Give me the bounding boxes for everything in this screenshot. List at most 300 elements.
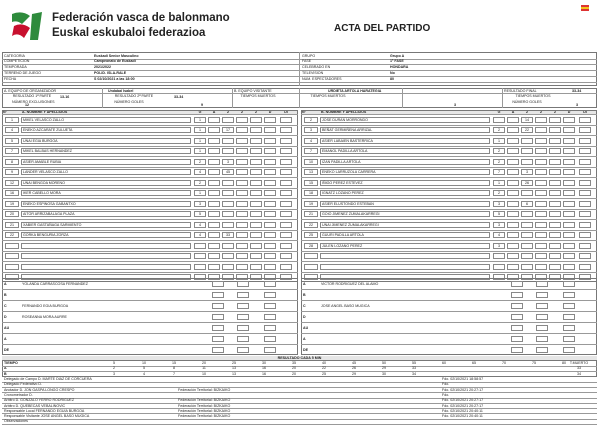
official-stat-cell — [237, 281, 249, 287]
rule-line — [2, 230, 298, 231]
rule-line — [2, 125, 298, 126]
col-number: Nº — [302, 110, 306, 114]
stat-cell — [535, 117, 547, 123]
stat-cell — [280, 243, 292, 249]
footer-signed: Fdo. 02/10/2021 20:40:11 — [442, 414, 483, 419]
stat-cell — [208, 190, 220, 196]
player-name: UNAI EGIA BURGOA — [23, 138, 58, 143]
player-stat: 45 — [226, 170, 230, 174]
player-goals: 1 — [199, 138, 201, 143]
player-goals: 1 — [498, 180, 500, 185]
stat-cell — [264, 180, 276, 186]
stat-cell — [250, 222, 262, 228]
rule-line — [502, 88, 503, 108]
player-number: 19 — [10, 201, 14, 206]
score-row-label: A — [4, 366, 7, 370]
final-score: 33-34 — [572, 88, 582, 93]
official-stat-cell — [563, 281, 575, 287]
player-number: 18 — [309, 191, 313, 195]
official-stat-cell — [212, 336, 224, 342]
player-number: 4 — [310, 138, 312, 143]
rule-line — [2, 300, 298, 301]
official-stat-cell — [237, 347, 249, 353]
col-head: G — [198, 110, 202, 114]
stat-cell — [563, 159, 575, 165]
stat-cell — [264, 211, 276, 217]
stat-cell — [549, 232, 561, 238]
footer-label: Arbitro D. GONZALO YERRO RODRIGUEZ — [4, 398, 75, 403]
player-goals: 3 — [498, 222, 500, 227]
stat-cell — [507, 232, 519, 238]
rule-line — [301, 188, 597, 189]
stat-cell — [280, 232, 292, 238]
official-stat-cell — [212, 325, 224, 331]
footer-signed: Fdo. 02/10/2021 20:27:17 — [442, 403, 484, 408]
stat-cell — [208, 127, 220, 133]
player-number: 13 — [309, 170, 313, 174]
footer-federation — [178, 382, 338, 386]
federation-logo-icon — [8, 10, 46, 42]
stat-cell — [208, 253, 220, 259]
player-name: JULEN LOZANO PEREZ — [322, 243, 363, 248]
stat-cell — [521, 211, 533, 217]
score-cell: 25 — [232, 360, 236, 365]
stat-cell — [535, 222, 547, 228]
footer-signed: Fdo. 02/10/2021 20:27:17 — [442, 398, 484, 403]
official-name: VICTOR RODRIGUEZ DEL ALAMO — [321, 281, 379, 286]
score-cell: 5 — [143, 366, 145, 370]
rule-line — [2, 240, 298, 241]
score-cell: 10 — [142, 360, 146, 365]
stat-cell — [549, 201, 561, 207]
stat-cell — [280, 117, 292, 123]
score-cell — [430, 372, 458, 376]
team-a-header-label: A. EQUIPO DE ORGANIZADOR — [4, 89, 57, 93]
footer-signed — [442, 419, 592, 423]
stat-cell — [563, 138, 575, 144]
stat-cell — [507, 190, 519, 196]
score-cell: 35 — [292, 360, 296, 365]
stat-cell — [549, 180, 561, 186]
name-cell — [21, 253, 191, 259]
player-number: 12 — [10, 180, 14, 185]
match-info-label: GRUPO — [302, 53, 316, 58]
stat-cell — [579, 169, 591, 175]
stat-cell — [236, 138, 248, 144]
official-stat-cell — [563, 325, 575, 331]
official-stat-cell — [264, 281, 276, 287]
match-info-value: POLID. ISLA-RALE — [94, 70, 127, 75]
page-header — [0, 0, 600, 50]
official-role: C — [4, 303, 7, 308]
footer-signed: Fdo. — [442, 382, 450, 387]
score-cell: 25 — [322, 371, 326, 376]
official-stat-cell — [237, 314, 249, 320]
rule-line — [2, 272, 298, 273]
col-head: A — [212, 110, 216, 114]
official-stat-cell — [511, 336, 523, 342]
rule-line — [301, 209, 597, 210]
official-stat-cell — [212, 314, 224, 320]
official-stat-cell — [237, 292, 249, 298]
player-number: 15 — [309, 180, 313, 185]
rule-line — [301, 289, 597, 290]
stat-cell — [250, 190, 262, 196]
score-cell: 33 — [412, 366, 416, 370]
match-info-label: CATEGORIA — [4, 53, 25, 58]
player-stat: 6 — [526, 201, 528, 206]
score-title: RESULTADO CADA 5 MIN — [277, 356, 322, 360]
player-goals: 3 — [498, 243, 500, 248]
player-name: EMANOL PADILLA ARTOLA — [322, 149, 368, 153]
footer-label: Delegado Federativo D. — [4, 382, 42, 387]
stat-cell — [535, 264, 547, 270]
stat-cell — [579, 180, 591, 186]
stat-cell — [549, 169, 561, 175]
player-name: IZAN PADILLA ARTOLA — [322, 159, 361, 164]
official-stat-cell — [536, 325, 548, 331]
player-stat: 3 — [526, 170, 528, 174]
stat-cell — [280, 222, 292, 228]
stat-cell — [563, 169, 575, 175]
player-number: 4 — [11, 128, 13, 132]
timeout-label: TIEMPOS MUERTOS — [310, 94, 346, 98]
player-goals — [493, 118, 505, 122]
stat-cell — [549, 138, 561, 144]
stat-cell — [264, 201, 276, 207]
stat-cell — [222, 190, 234, 196]
player-goals: 4 — [199, 170, 201, 174]
rule-line — [2, 135, 298, 136]
footer-label: Anotador D. JON GASPA LONGO CRESPO — [4, 387, 75, 392]
official-stat-cell — [264, 314, 276, 320]
stat-cell — [535, 253, 547, 259]
official-stat-cell — [264, 347, 276, 353]
footer-federation — [178, 377, 338, 381]
stat-cell — [579, 190, 591, 196]
stat-cell — [493, 264, 505, 270]
stat-cell — [222, 211, 234, 217]
player-goals: 2 — [498, 149, 500, 153]
score-cell: 11 — [202, 366, 206, 370]
stat-cell — [535, 127, 547, 133]
player-goals: 2 — [498, 191, 500, 195]
score-cell: 80 — [562, 360, 566, 365]
stat-cell — [280, 169, 292, 175]
stat-cell — [280, 159, 292, 165]
official-name — [321, 293, 491, 297]
player-name: ENEKO AZCARATE ZULUETA — [23, 128, 73, 132]
flag-icon[interactable] — [581, 5, 589, 11]
stat-cell — [579, 211, 591, 217]
rule-line — [301, 261, 597, 262]
stat-cell — [222, 264, 234, 270]
stat-cell — [521, 159, 533, 165]
official-role: DE — [303, 347, 308, 352]
stat-cell — [208, 159, 220, 165]
stat-cell — [507, 148, 519, 154]
stat-cell — [208, 211, 220, 217]
stat-cell — [250, 159, 262, 165]
official-stat-cell — [511, 325, 523, 331]
stat-cell — [264, 243, 276, 249]
timeout-label: TIEMPOS MUERTOS — [515, 94, 551, 98]
stat-cell — [264, 253, 276, 259]
player-goals: 7 — [498, 170, 500, 174]
official-stat-cell — [536, 314, 548, 320]
col-number: Nº — [3, 110, 7, 114]
rule-line — [402, 88, 403, 108]
footer-federation: Federación Territorial: BIZKAIKO — [178, 387, 231, 392]
score-cell — [490, 372, 518, 376]
stat-cell — [264, 264, 276, 270]
stat-cell — [222, 138, 234, 144]
match-info-value: 1ª FASE — [390, 59, 404, 64]
score-cell: 65 — [472, 360, 476, 365]
rule-line — [301, 156, 597, 157]
stat-cell — [535, 211, 547, 217]
goals-label: NÚMERO GOLES — [512, 100, 542, 104]
stat-cell — [280, 148, 292, 154]
stat-cell — [236, 201, 248, 207]
stat-cell — [535, 201, 547, 207]
stat-cell — [250, 138, 262, 144]
score-cell: 30 — [262, 360, 266, 365]
official-role: D — [303, 314, 306, 319]
score-cell: 15 — [172, 360, 176, 365]
score-cell: 20 — [202, 360, 206, 365]
footer-label: Observaciones — [4, 419, 28, 424]
rule-line — [301, 219, 597, 220]
stat-cell — [521, 243, 533, 249]
stat-cell — [549, 148, 561, 154]
player-number: 21 — [10, 222, 14, 227]
player-number: 2 — [310, 117, 312, 122]
col-head: 2 — [255, 110, 257, 114]
player-name: GOIO JIMENEZ ZUMALAKARREGI — [322, 212, 380, 216]
match-info-value: Campeonato de Euskadi — [94, 59, 136, 64]
official-name — [22, 293, 192, 297]
player-goals: 3 — [498, 201, 500, 206]
player-number: 3 — [310, 128, 312, 132]
match-info-label: COMPETICION — [4, 59, 30, 64]
score-cell: 45 — [352, 360, 356, 365]
official-stat-cell — [536, 292, 548, 298]
official-stat-cell — [264, 325, 276, 331]
score-cell: 60 — [442, 360, 446, 365]
rule-line — [301, 344, 597, 345]
player-goals: 1 — [199, 149, 201, 153]
half-score-b: 33-34 — [174, 95, 184, 99]
official-stat-cell — [237, 303, 249, 309]
player-goals: 1 — [199, 117, 201, 122]
footer-federation: Federación Territorial: BIZKAIKO — [178, 398, 231, 403]
score-cell — [460, 372, 488, 376]
stat-cell — [563, 180, 575, 186]
footer-label: Cronometrador D. — [4, 392, 33, 397]
stat-cell — [507, 201, 519, 207]
rule-line — [2, 167, 298, 168]
col-head: 2 — [227, 110, 229, 114]
name-cell — [21, 243, 191, 249]
document-title: ACTA DEL PARTIDO — [334, 23, 431, 34]
stat-cell — [507, 138, 519, 144]
stat-cell — [208, 180, 220, 186]
player-name: ASIER AMABLE RUBIA — [23, 159, 62, 164]
stat-cell — [264, 222, 276, 228]
rule-line — [301, 333, 597, 334]
stat-cell — [208, 201, 220, 207]
stat-cell — [563, 190, 575, 196]
player-stat: 14 — [525, 117, 529, 122]
player-number: 20 — [10, 212, 14, 216]
stat-cell — [579, 148, 591, 154]
col-name: A. NOMBRE Y APELLIDOS — [22, 110, 68, 114]
player-name: MIKEL BALBAS HERNANDEZ — [23, 149, 72, 153]
player-goals: 5 — [199, 212, 201, 216]
goals-label: NÚMERO GOLES — [114, 100, 144, 104]
player-name: IKER CABELLO MORA — [23, 191, 61, 195]
stat-cell — [250, 148, 262, 154]
stat-cell — [521, 138, 533, 144]
official-role: D — [4, 314, 7, 319]
official-stat-cell — [237, 325, 249, 331]
stat-cell — [507, 211, 519, 217]
score-row-label: B — [4, 371, 7, 376]
footer-label: Arbitro D. QUEBECAS VEBALINOVIC — [4, 403, 66, 408]
stat-cell — [264, 148, 276, 154]
score-cell: 70 — [502, 360, 506, 365]
stat-cell — [563, 243, 575, 249]
score-cell: 26 — [352, 366, 356, 370]
official-stat-cell — [511, 281, 523, 287]
col-head: 2 — [526, 110, 528, 114]
stat-cell — [250, 201, 262, 207]
match-info-value: HONDARA — [390, 65, 409, 70]
player-name: GUURI PADILLA ARTOLA — [322, 233, 364, 237]
stat-cell — [236, 190, 248, 196]
stat-cell — [549, 264, 561, 270]
stat-cell — [208, 148, 220, 154]
player-goals: 2 — [199, 159, 201, 164]
stat-cell — [236, 222, 248, 228]
team-a-name: Undabai Isabel — [108, 88, 134, 93]
official-name: YOLANDA CARRASCOSA FERNANDEZ — [22, 281, 88, 286]
stat-cell — [236, 243, 248, 249]
footer-label: Responsable Local FERNANDO EGUIA BURGOA — [4, 408, 85, 413]
stat-cell — [208, 232, 220, 238]
stat-cell — [222, 222, 234, 228]
stat-cell — [250, 253, 262, 259]
player-stat: 33 — [226, 233, 230, 237]
stat-cell — [579, 201, 591, 207]
col-name: B. NOMBRE Y APELLIDOS — [321, 110, 367, 114]
official-stat-cell — [264, 303, 276, 309]
score-cell: 20 — [292, 371, 296, 376]
match-info-label: NUM. ESPECTADORES — [302, 76, 342, 81]
stat-cell — [549, 243, 561, 249]
player-name: ENEKO ESPINOSA GABANTXO — [23, 201, 76, 206]
match-info-label: FECHA — [4, 76, 17, 81]
stat-cell — [563, 232, 575, 238]
half-label: RESULTADO 1ª PARTE — [12, 94, 52, 98]
stat-cell — [236, 180, 248, 186]
official-stat-cell — [212, 303, 224, 309]
col-head: A — [511, 110, 515, 114]
stat-cell — [493, 253, 505, 259]
stat-cell — [579, 253, 591, 259]
player-number: 7 — [11, 149, 13, 153]
stat-cell — [250, 232, 262, 238]
stat-cell — [507, 159, 519, 165]
col-head: 2 — [241, 110, 243, 114]
stat-cell — [280, 201, 292, 207]
score-cell — [460, 366, 488, 370]
footer-federation: Federación Territorial: BIZKAIKO — [178, 414, 231, 419]
player-goals: 4 — [199, 233, 201, 237]
stat-cell — [264, 159, 276, 165]
official-stat-cell — [536, 336, 548, 342]
official-stat-cell — [536, 347, 548, 353]
number-cell — [5, 264, 19, 270]
player-goals: 3 — [199, 201, 201, 206]
official-stat-cell — [536, 281, 548, 287]
score-row-label: TIEMPO — [4, 360, 18, 365]
timeout-label: TIEMPOS MUERTOS — [240, 94, 276, 98]
player-goals: 2 — [498, 159, 500, 164]
col-head: DI — [583, 110, 587, 114]
stat-cell — [507, 222, 519, 228]
match-record-sheet — [2, 52, 597, 426]
player-goals: 4 — [498, 233, 500, 237]
player-number: 5 — [11, 138, 13, 143]
score-cell: 7 — [173, 371, 175, 376]
stat-cell — [535, 180, 547, 186]
stat-cell — [250, 169, 262, 175]
stat-cell — [563, 117, 575, 123]
match-info-label: TELEVISION — [302, 70, 324, 75]
rule-line — [299, 88, 300, 108]
stat-cell — [521, 190, 533, 196]
stat-cell — [208, 138, 220, 144]
stat-cell — [236, 232, 248, 238]
org-name-basque: Euskal eskubaloi federazioa — [52, 27, 206, 39]
stat-cell — [563, 201, 575, 207]
stat-cell — [521, 264, 533, 270]
player-name: JOSE DURAN MORRONDO — [322, 117, 368, 122]
rule-line — [301, 272, 597, 273]
stat-cell — [579, 264, 591, 270]
official-stat-cell — [237, 336, 249, 342]
official-stat-cell — [563, 292, 575, 298]
official-stat-cell — [212, 292, 224, 298]
player-number: 22 — [309, 222, 313, 227]
match-info-value: 80 — [390, 76, 394, 81]
col-head: G — [497, 110, 501, 114]
stat-cell — [250, 117, 262, 123]
footer-signed: Fdo. 02/10/2021 20:27:17 — [442, 387, 484, 392]
stat-cell — [236, 211, 248, 217]
player-number: 25 — [309, 233, 313, 237]
player-number: 22 — [10, 233, 14, 237]
stat-cell — [264, 117, 276, 123]
footer-federation: Federación Territorial: BIZKAIKO — [178, 403, 231, 408]
stat-cell — [208, 264, 220, 270]
stat-cell — [236, 159, 248, 165]
score-cell: 55 — [412, 360, 416, 365]
stat-cell — [535, 243, 547, 249]
final-label: RESULTADO FINAL — [504, 89, 537, 93]
